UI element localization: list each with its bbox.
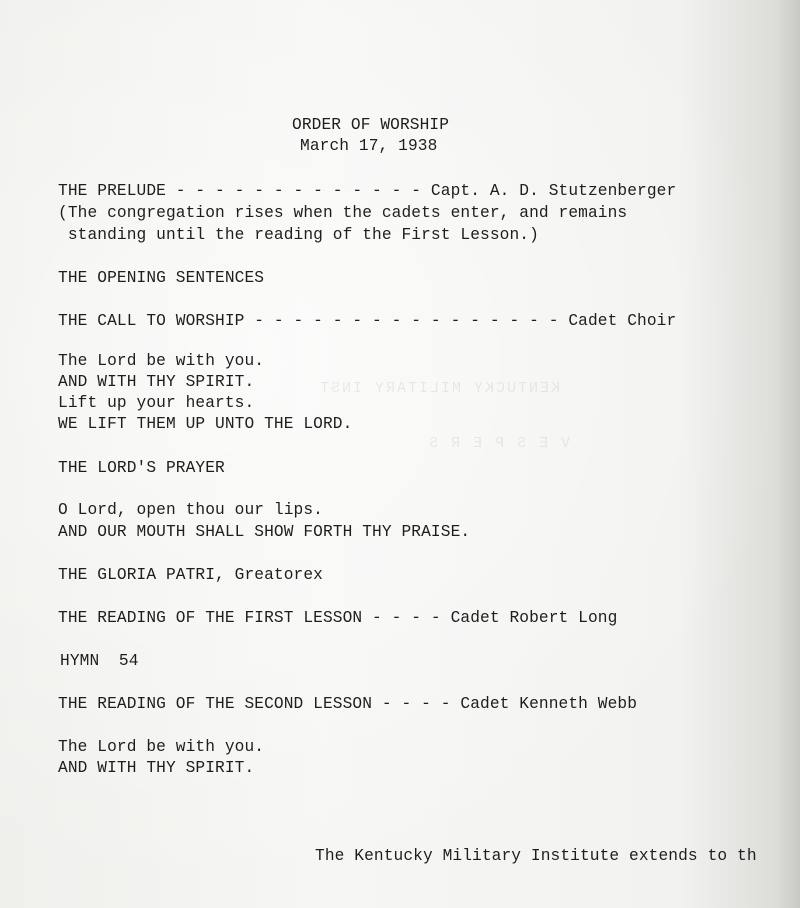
lords-prayer-line: THE LORD'S PRAYER (58, 459, 225, 477)
hymn-line: HYMN 54 (60, 652, 139, 670)
bleed-through-text: KENTUCKY MILITARY INST V E S P E R S (317, 380, 570, 452)
call-to-worship-line: THE CALL TO WORSHIP - - - - - - - - - - - - - - - - Cadet Choir (58, 312, 677, 330)
document-date: March 17, 1938 (300, 137, 438, 155)
gloria-patri-line: THE GLORIA PATRI, Greatorex (58, 566, 323, 584)
response-line: AND WITH THY SPIRIT. (58, 759, 255, 777)
second-lesson-line: THE READING OF THE SECOND LESSON - - - - Cadet Kenneth Webb (58, 695, 638, 713)
response-line: AND WITH THY SPIRIT. (58, 373, 255, 391)
first-lesson-line: THE READING OF THE FIRST LESSON - - - - Cadet Robert Long (58, 609, 618, 627)
response-line: WE LIFT THEM UP UNTO THE LORD. (58, 415, 353, 433)
versicle-line: O Lord, open thou our lips. (58, 501, 323, 519)
prelude-note-line-2: standing until the reading of the First Lesson.) (58, 226, 539, 244)
prelude-line: THE PRELUDE - - - - - - - - - - - - - Capt. A. D. Stutzenberger (58, 182, 677, 200)
versicle-line: Lift up your hearts. (58, 394, 255, 412)
versicle-line: The Lord be with you. (58, 738, 265, 756)
prelude-note-line-1: (The congregation rises when the cadets enter, and remains (58, 204, 628, 222)
opening-sentences-line: THE OPENING SENTENCES (58, 269, 265, 287)
versicle-line: The Lord be with you. (58, 352, 265, 370)
footer-text: The Kentucky Military Institute extends to th (315, 847, 757, 865)
document-title: ORDER OF WORSHIP (292, 116, 450, 134)
response-line: AND OUR MOUTH SHALL SHOW FORTH THY PRAISE. (58, 523, 471, 541)
